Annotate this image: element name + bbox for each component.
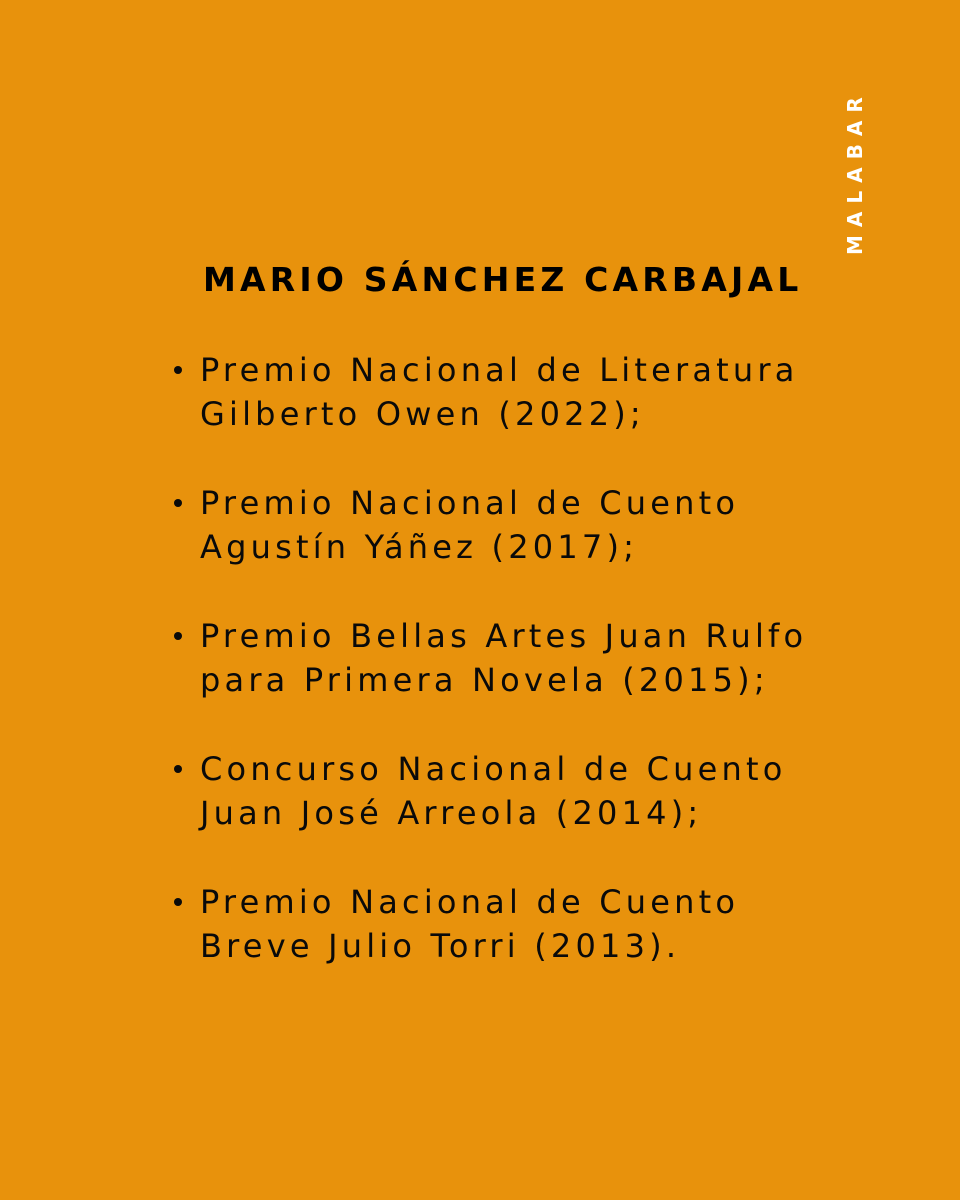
award-line-1: Premio Nacional de Cuento: [200, 484, 740, 522]
awards-list: [170, 348, 870, 1013]
award-line-2: Gilberto Owen (2022);: [200, 395, 645, 433]
award-line-1: Premio Nacional de Literatura: [200, 351, 799, 389]
bullet-icon: [174, 898, 182, 906]
bullet-icon: [174, 632, 182, 640]
brand-label: MALABAR: [843, 89, 867, 255]
award-item-2013: [170, 880, 870, 968]
bullet-icon: [174, 366, 182, 374]
award-item-2015: [170, 614, 870, 702]
award-line-1: Premio Nacional de Cuento: [200, 883, 740, 921]
award-item-2022: [170, 348, 870, 436]
bullet-icon: [174, 765, 182, 773]
award-line-2: para Primera Novela (2015);: [200, 661, 769, 699]
award-line-2: Agustín Yáñez (2017);: [200, 528, 639, 566]
award-item-2017: [170, 481, 870, 569]
award-line-1: Premio Bellas Artes Juan Rulfo: [200, 617, 808, 655]
award-line-1: Concurso Nacional de Cuento: [200, 750, 787, 788]
award-item-2014: [170, 747, 870, 835]
award-line-2: Breve Julio Torri (2013).: [200, 927, 681, 965]
bullet-icon: [174, 499, 182, 507]
page-title: MARIO SÁNCHEZ CARBAJAL: [203, 260, 803, 299]
award-line-2: Juan José Arreola (2014);: [200, 794, 703, 832]
